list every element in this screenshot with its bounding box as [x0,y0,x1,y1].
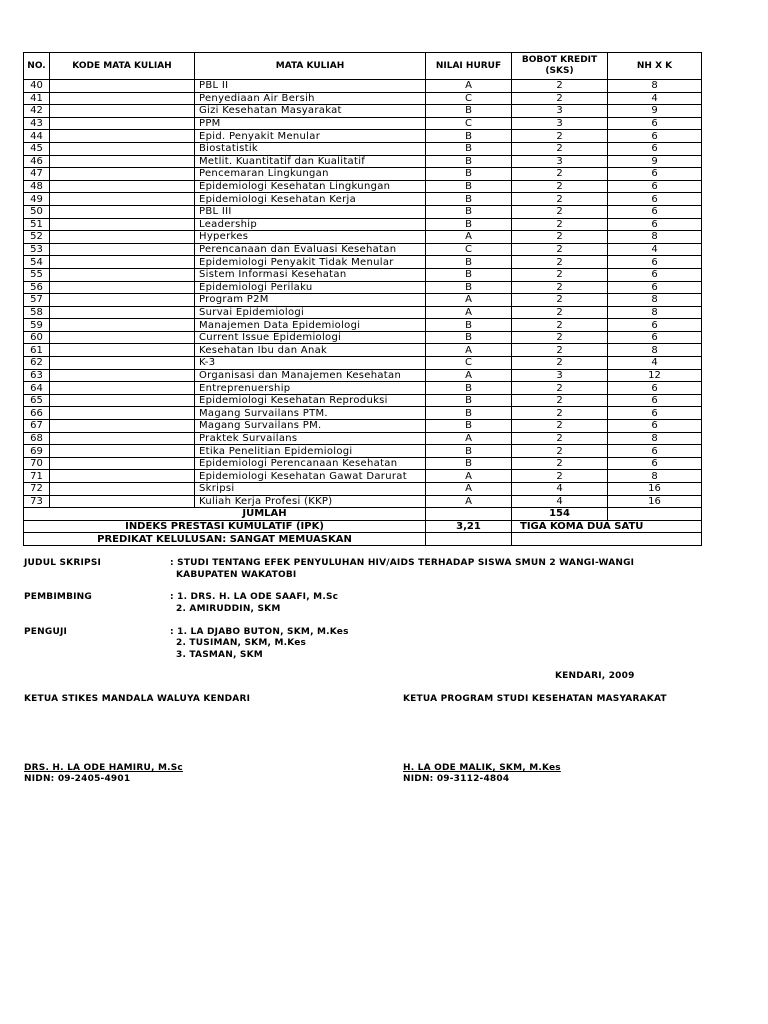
skripsi-line1: : STUDI TENTANG EFEK PENYULUHAN HIV/AIDS TERHADAP SISWA SMUN 2 WANGI-WANGI [170,558,635,568]
row-nhxk: 6 [608,268,702,281]
row-nhxk: 12 [608,369,702,382]
row-no: 56 [24,281,50,294]
jumlah-label: JUMLAH [242,508,287,520]
row-kode [50,180,195,193]
left-signatory-name: DRS. H. LA ODE HAMIRU, M.Sc [24,763,183,773]
table-row [24,92,702,105]
row-kode [50,256,195,269]
row-nhxk: 9 [608,155,702,168]
table-row [24,407,702,420]
row-bobot-kredit: 2 [512,80,608,93]
table-row [24,382,702,395]
ipk-row [24,520,702,533]
row-nilai-huruf: B [426,256,512,269]
row-mata-kuliah: Epidemiologi Kesehatan Kerja [195,193,426,206]
row-mata-kuliah: Current Issue Epidemiologi [195,331,426,344]
row-nilai-huruf: A [426,344,512,357]
row-nhxk: 9 [608,105,702,118]
header-nhxk: NH X K [608,53,702,80]
table-row [24,281,702,294]
row-nhxk: 6 [608,331,702,344]
header-nilai-huruf: NILAI HURUF [426,53,512,80]
table-row [24,369,702,382]
row-kode [50,420,195,433]
table-row [24,142,702,155]
row-bobot-kredit: 2 [512,193,608,206]
row-bobot-kredit: 2 [512,92,608,105]
table-row [24,319,702,332]
row-mata-kuliah: Epidemiologi Perencanaan Kesehatan [195,457,426,470]
row-nilai-huruf: B [426,445,512,458]
row-nhxk: 6 [608,382,702,395]
row-kode [50,218,195,231]
row-nilai-huruf: C [426,117,512,130]
row-nhxk: 4 [608,243,702,256]
row-no: 70 [24,457,50,470]
row-bobot-kredit: 2 [512,445,608,458]
row-no: 65 [24,394,50,407]
row-bobot-kredit: 2 [512,168,608,181]
row-kode [50,231,195,244]
row-mata-kuliah: K-3 [195,357,426,370]
row-kode [50,344,195,357]
row-nhxk: 8 [608,306,702,319]
row-kode [50,168,195,181]
row-nilai-huruf: B [426,193,512,206]
row-bobot-kredit: 2 [512,432,608,445]
row-no: 59 [24,319,50,332]
row-no: 67 [24,420,50,433]
row-kode [50,369,195,382]
row-kode [50,357,195,370]
row-kode [50,80,195,93]
left-signatory-title: KETUA STIKES MANDALA WALUYA KENDARI [24,694,251,704]
row-nhxk: 6 [608,420,702,433]
ipk-words: TIGA KOMA DUA SATU [512,520,702,533]
jumlah-row [24,508,702,521]
skripsi-label: JUDUL SKRIPSI [24,558,102,568]
row-nilai-huruf: B [426,155,512,168]
row-nilai-huruf: B [426,457,512,470]
row-mata-kuliah: Epidemiologi Penyakit Tidak Menular [195,256,426,269]
row-bobot-kredit: 2 [512,243,608,256]
row-kode [50,483,195,496]
jumlah-label-cell [24,508,426,521]
row-no: 54 [24,256,50,269]
row-nhxk: 8 [608,294,702,307]
row-mata-kuliah: Manajemen Data Epidemiologi [195,319,426,332]
table-row [24,470,702,483]
row-mata-kuliah: Program P2M [195,294,426,307]
row-bobot-kredit: 2 [512,231,608,244]
table-row [24,130,702,143]
penguji-label: PENGUJI [24,627,68,637]
row-nilai-huruf: B [426,281,512,294]
row-nilai-huruf: B [426,130,512,143]
grade-rows [24,80,702,508]
row-bobot-kredit: 2 [512,205,608,218]
row-bobot-kredit: 2 [512,470,608,483]
row-nilai-huruf: A [426,80,512,93]
row-bobot-kredit: 2 [512,218,608,231]
right-signatory-nidn: NIDN: 09-3112-4804 [403,774,510,784]
row-nhxk: 4 [608,92,702,105]
row-mata-kuliah: Entreprenuership [195,382,426,395]
row-mata-kuliah: Penyediaan Air Bersih [195,92,426,105]
row-no: 61 [24,344,50,357]
row-bobot-kredit: 2 [512,357,608,370]
row-nilai-huruf: B [426,105,512,118]
row-no: 44 [24,130,50,143]
row-mata-kuliah: PPM [195,117,426,130]
ipk-value: 3,21 [426,520,512,533]
place-date: KENDARI, 2009 [555,671,635,681]
row-no: 57 [24,294,50,307]
row-kode [50,470,195,483]
table-row [24,432,702,445]
row-no: 45 [24,142,50,155]
table-row [24,193,702,206]
row-mata-kuliah: Etika Penelitian Epidemiologi [195,445,426,458]
header-bobot-kredit: BOBOT KREDIT (SKS) [512,53,608,80]
row-mata-kuliah: Biostatistik [195,142,426,155]
row-nhxk: 6 [608,457,702,470]
row-nilai-huruf: B [426,407,512,420]
row-nilai-huruf: B [426,331,512,344]
row-mata-kuliah: Epid. Penyakit Menular [195,130,426,143]
row-mata-kuliah: Metlit. Kuantitatif dan Kualitatif [195,155,426,168]
row-bobot-kredit: 3 [512,117,608,130]
row-kode [50,432,195,445]
table-row [24,180,702,193]
row-nhxk: 16 [608,495,702,508]
row-nhxk: 8 [608,231,702,244]
row-nilai-huruf: A [426,294,512,307]
row-nilai-huruf: B [426,142,512,155]
row-nhxk: 6 [608,445,702,458]
table-row [24,495,702,508]
row-no: 55 [24,268,50,281]
row-no: 64 [24,382,50,395]
row-bobot-kredit: 2 [512,180,608,193]
row-kode [50,457,195,470]
row-mata-kuliah: Epidemiologi Kesehatan Gawat Darurat [195,470,426,483]
row-no: 58 [24,306,50,319]
row-kode [50,407,195,420]
row-nhxk: 6 [608,180,702,193]
row-nhxk: 6 [608,117,702,130]
row-kode [50,92,195,105]
row-nilai-huruf: A [426,483,512,496]
row-no: 69 [24,445,50,458]
row-nhxk: 8 [608,470,702,483]
row-kode [50,105,195,118]
table-row [24,457,702,470]
row-nilai-huruf: B [426,319,512,332]
row-bobot-kredit: 2 [512,294,608,307]
table-row [24,243,702,256]
left-signatory-nidn: NIDN: 09-2405-4901 [24,774,131,784]
table-row [24,80,702,93]
row-nhxk: 6 [608,130,702,143]
row-nhxk: 6 [608,205,702,218]
pembimbing-line2: 2. AMIRUDDIN, SKM [176,604,281,614]
ipk-label: INDEKS PRESTASI KUMULATIF (IPK) [24,520,426,533]
row-kode [50,306,195,319]
row-nhxk: 6 [608,142,702,155]
row-nilai-huruf: A [426,306,512,319]
row-kode [50,205,195,218]
table-header-row [24,53,702,80]
row-kode [50,193,195,206]
penguji-line1: : 1. LA DJABO BUTON, SKM, M.Kes [170,627,349,637]
row-nhxk: 16 [608,483,702,496]
row-nhxk: 6 [608,193,702,206]
table-row [24,294,702,307]
row-bobot-kredit: 4 [512,495,608,508]
row-no: 66 [24,407,50,420]
row-bobot-kredit: 2 [512,256,608,269]
table-row [24,168,702,181]
row-no: 71 [24,470,50,483]
row-bobot-kredit: 3 [512,105,608,118]
row-kode [50,495,195,508]
row-bobot-kredit: 2 [512,130,608,143]
row-no: 62 [24,357,50,370]
row-bobot-kredit: 4 [512,483,608,496]
row-mata-kuliah: Pencemaran Lingkungan [195,168,426,181]
header-kode: KODE MATA KULIAH [50,53,195,80]
row-nhxk: 6 [608,281,702,294]
predikat-empty [426,533,512,546]
row-no: 68 [24,432,50,445]
row-nilai-huruf: C [426,357,512,370]
row-mata-kuliah: PBL II [195,80,426,93]
table-row [24,331,702,344]
table-row [24,268,702,281]
table-row [24,445,702,458]
row-mata-kuliah: Epidemiologi Perilaku [195,281,426,294]
row-bobot-kredit: 2 [512,319,608,332]
predikat-label: PREDIKAT KELULUSAN: SANGAT MEMUASKAN [24,533,426,546]
row-kode [50,445,195,458]
header-no: NO. [24,53,50,80]
jumlah-value: 154 [512,508,608,521]
row-bobot-kredit: 2 [512,394,608,407]
row-nhxk: 8 [608,432,702,445]
row-kode [50,243,195,256]
row-kode [50,394,195,407]
penguji-line2: 2. TUSIMAN, SKM, M.Kes [176,638,307,648]
row-nilai-huruf: A [426,495,512,508]
predikat-row [24,533,702,546]
row-mata-kuliah: Magang Survailans PM. [195,420,426,433]
row-nilai-huruf: B [426,168,512,181]
row-mata-kuliah: Skripsi [195,483,426,496]
row-mata-kuliah: Gizi Kesehatan Masyarakat [195,105,426,118]
row-kode [50,268,195,281]
row-kode [50,294,195,307]
row-mata-kuliah: Magang Survailans PTM. [195,407,426,420]
right-signatory-title: KETUA PROGRAM STUDI KESEHATAN MASYARAKAT [403,694,667,704]
row-bobot-kredit: 2 [512,420,608,433]
row-mata-kuliah: Survai Epidemiologi [195,306,426,319]
row-no: 52 [24,231,50,244]
row-no: 73 [24,495,50,508]
table-row [24,256,702,269]
row-mata-kuliah: Epidemiologi Kesehatan Reproduksi [195,394,426,407]
row-mata-kuliah: Sistem Informasi Kesehatan [195,268,426,281]
row-bobot-kredit: 3 [512,155,608,168]
row-bobot-kredit: 2 [512,268,608,281]
row-kode [50,331,195,344]
row-mata-kuliah: Perencanaan dan Evaluasi Kesehatan [195,243,426,256]
row-mata-kuliah: Kuliah Kerja Profesi (KKP) [195,495,426,508]
row-kode [50,382,195,395]
jumlah-empty-cell [426,508,512,521]
row-bobot-kredit: 2 [512,344,608,357]
header-mata-kuliah: MATA KULIAH [195,53,426,80]
row-mata-kuliah: Kesehatan Ibu dan Anak [195,344,426,357]
row-no: 60 [24,331,50,344]
row-mata-kuliah: PBL III [195,205,426,218]
table-row [24,394,702,407]
row-nilai-huruf: B [426,394,512,407]
jumlah-nhxk-empty [608,508,702,521]
row-mata-kuliah: Epidemiologi Kesehatan Lingkungan [195,180,426,193]
table-row [24,231,702,244]
row-no: 43 [24,117,50,130]
predikat-empty-2 [512,533,702,546]
table-row [24,357,702,370]
pembimbing-line1: : 1. DRS. H. LA ODE SAAFI, M.Sc [170,592,339,602]
table-row [24,306,702,319]
penguji-line3: 3. TASMAN, SKM [176,650,263,660]
table-row [24,218,702,231]
row-nhxk: 6 [608,218,702,231]
row-no: 47 [24,168,50,181]
row-nilai-huruf: B [426,180,512,193]
row-bobot-kredit: 2 [512,382,608,395]
row-nhxk: 6 [608,394,702,407]
table-row [24,205,702,218]
row-bobot-kredit: 2 [512,281,608,294]
row-no: 46 [24,155,50,168]
row-nilai-huruf: A [426,470,512,483]
row-mata-kuliah: Hyperkes [195,231,426,244]
row-kode [50,155,195,168]
row-bobot-kredit: 2 [512,457,608,470]
row-kode [50,117,195,130]
row-no: 72 [24,483,50,496]
row-nhxk: 8 [608,80,702,93]
row-no: 50 [24,205,50,218]
row-no: 48 [24,180,50,193]
row-nilai-huruf: B [426,382,512,395]
table-row [24,117,702,130]
table-row [24,105,702,118]
row-nhxk: 6 [608,256,702,269]
row-no: 63 [24,369,50,382]
table-row [24,483,702,496]
row-bobot-kredit: 2 [512,407,608,420]
row-nilai-huruf: B [426,268,512,281]
row-nhxk: 6 [608,168,702,181]
row-nilai-huruf: A [426,369,512,382]
right-signatory-name: H. LA ODE MALIK, SKM, M.Kes [403,763,561,773]
row-nhxk: 6 [608,407,702,420]
pembimbing-label: PEMBIMBING [24,592,92,602]
row-bobot-kredit: 2 [512,306,608,319]
row-nhxk: 4 [608,357,702,370]
row-no: 40 [24,80,50,93]
table-row [24,420,702,433]
row-nhxk: 8 [608,344,702,357]
grades-table [23,52,702,546]
row-mata-kuliah: Praktek Survailans [195,432,426,445]
row-kode [50,319,195,332]
row-bobot-kredit: 2 [512,331,608,344]
row-no: 51 [24,218,50,231]
row-nilai-huruf: B [426,205,512,218]
row-no: 49 [24,193,50,206]
row-mata-kuliah: Leadership [195,218,426,231]
row-no: 42 [24,105,50,118]
row-kode [50,281,195,294]
row-bobot-kredit: 2 [512,142,608,155]
row-bobot-kredit: 3 [512,369,608,382]
row-mata-kuliah: Organisasi dan Manajemen Kesehatan [195,369,426,382]
row-no: 41 [24,92,50,105]
row-kode [50,130,195,143]
row-no: 53 [24,243,50,256]
row-nilai-huruf: A [426,432,512,445]
row-nilai-huruf: A [426,231,512,244]
row-nilai-huruf: B [426,218,512,231]
row-nhxk: 6 [608,319,702,332]
skripsi-line2: KABUPATEN WAKATOBI [176,570,297,580]
table-row [24,344,702,357]
table-row [24,155,702,168]
row-nilai-huruf: B [426,420,512,433]
row-nilai-huruf: C [426,243,512,256]
row-kode [50,142,195,155]
row-nilai-huruf: C [426,92,512,105]
